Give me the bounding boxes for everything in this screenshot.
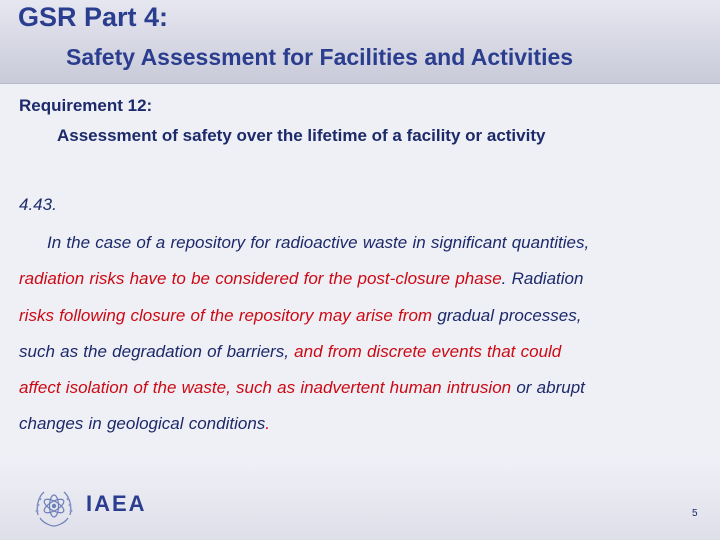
page-number: 5 <box>692 508 698 519</box>
iaea-logo-text: IAEA <box>86 491 147 516</box>
iaea-atom-emblem-icon <box>32 485 76 529</box>
paragraph-text: . Radiation <box>501 269 584 289</box>
paragraph-text: gradual processes, <box>437 305 582 325</box>
highlight-text: affect isolation of the waste, such as inadvertent human intrusion <box>19 378 512 398</box>
slide-title: GSR Part 4: <box>18 2 169 32</box>
paragraph-number: 4.43. <box>19 195 57 214</box>
requirement-label: Requirement 12: <box>19 96 153 115</box>
paragraph-line <box>19 370 699 406</box>
paragraph-text: In the case of a repository for radioactive waste in significant quantities, <box>47 233 590 252</box>
paragraph-line <box>19 225 699 261</box>
slide-subtitle: Safety Assessment for Facilities and Activities <box>66 44 574 70</box>
highlight-text: radiation risks have to be considered for the post-closure phase <box>19 269 502 289</box>
slide-header <box>0 0 720 84</box>
highlight-text: . <box>265 414 271 434</box>
paragraph-line <box>19 261 699 297</box>
paragraph-body <box>19 225 699 443</box>
paragraph-text: changes in geological conditions <box>19 414 266 434</box>
highlight-text: and from discrete events that could <box>294 341 562 361</box>
paragraph-text: or abrupt <box>511 378 585 398</box>
requirement-text: Assessment of safety over the lifetime of a facility or activity <box>57 126 546 145</box>
paragraph-line <box>19 334 699 370</box>
paragraph-line <box>19 406 699 442</box>
highlight-text: risks following closure of the repository may arise from <box>19 305 438 325</box>
paragraph-line <box>19 298 699 334</box>
paragraph-text: such as the degradation of barriers, <box>19 341 295 361</box>
